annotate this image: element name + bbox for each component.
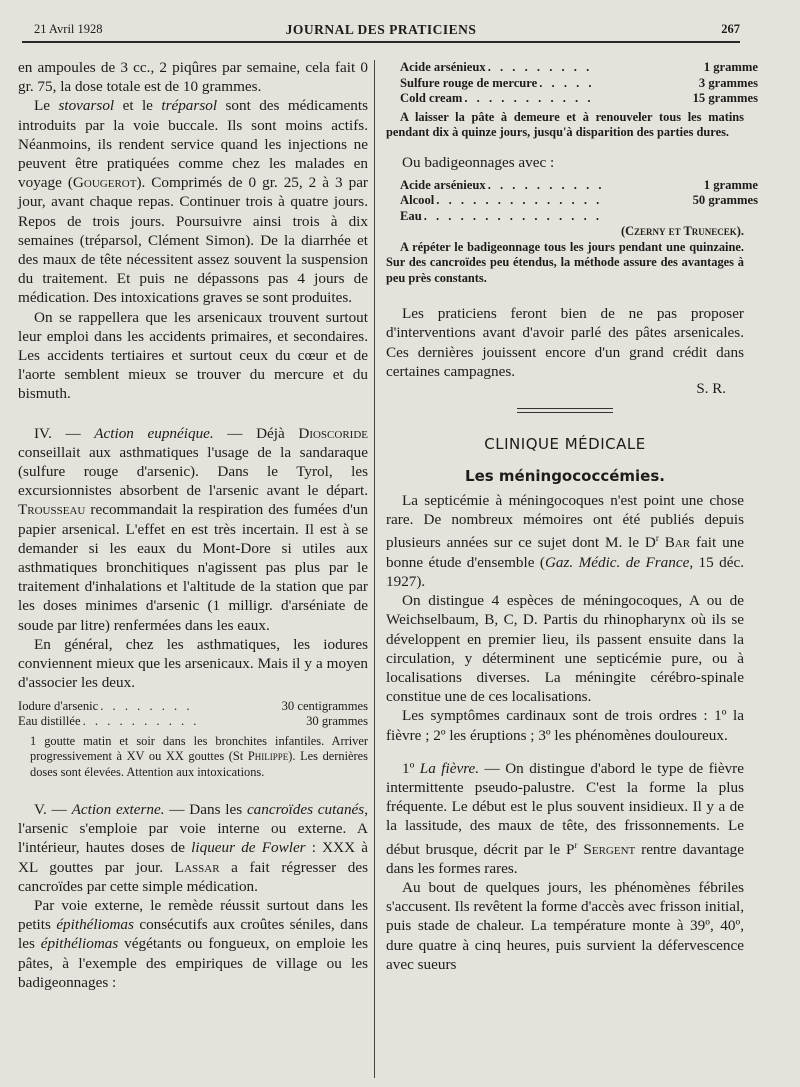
ingredient: Acide arsénieux [400,60,486,74]
leader-dots: . . . . . . . . . . [487,177,605,192]
recipe-row [400,76,758,92]
recipe-pate-note: A laisser la pâte à demeure et à renouveler tous les matins pendant dix à quinze jours, jusqu'à disparition des parties dures. [386,109,744,139]
term-liqueur-fowler: liqueur de Fowler [191,839,306,857]
author-gougerot: Gougerot [72,174,137,192]
paragraph-septicemie [386,491,744,591]
ingredient: Iodure d'arsenic [18,698,99,713]
paragraph-especes: On distingue 4 espèces de méningocoques, A ou de Weichselbaum, B, C, D. Partis du rhinopharynx où ils se développent en premier lieu, ils passent ensuite dans la circulation, y déterminent une septicémie pure, ou à localisations diverses. La méningite cérébro-spinale constitue une de ces localisations. [386,592,744,706]
text: 1 goutte matin et soir dans les bronchites infantiles. Arriver progressivement à XV ou XX gouttes (St [30,733,368,763]
author-sergent: Sergent [577,840,636,858]
section-iv [18,424,368,635]
recipe-source: (Czerny et Trunecek). [620,224,744,239]
paragraph-ampoules: en ampoules de 3 cc., 2 piqûres par semaine, cela fait 0 gr. 75, la dose totale est de 10 grammes. [18,59,368,96]
paragraph-symptomes: Les symptômes cardinaux sont de trois ordres : 1º la fièvre ; 2º les éruptions ; 3º les phénomènes douloureux. [386,707,744,744]
ou-badigeonnages: Ou badigeonnages avec : [402,153,555,171]
ingredient: Cold cream [400,91,463,105]
text: fait une bonne étude d'ensemble ( [386,534,744,571]
article-title: Les méningococcémies. [465,467,665,486]
term-stovarsol: stovarsol [58,97,115,115]
term-treparsol: tréparsol [161,97,218,115]
text: — On distingue d'abord le type de fièvre intermittente pseudo-palustre. C'est la forme la plus fréquente. Le début est le plus souvent insidieux. Il y a de la lassitude, des maux de tête, des frissonnements. Le début brusque, décrit par le P [386,759,744,858]
journal-title: JOURNAL DES PRATICIENS [285,22,477,37]
ingredient: Sulfure rouge de mercure [400,75,538,90]
page-number: 267 [721,22,740,36]
recipe-row [18,699,368,715]
author-bar: Bar [658,534,691,552]
text: — Dans les [164,801,247,818]
section-title: Action eupnéique. [94,424,214,442]
quantity: 50 grammes [692,193,758,208]
recipe-row [400,193,758,209]
recipe-pate [386,60,758,107]
section-number: IV. — [34,424,95,442]
paragraph-voie-externe [18,896,368,992]
section-divider [517,408,613,413]
recipe-badigeonnage-note: A répéter le badigeonnage tous les jours pendant une quinzaine. Sur des cancroïdes peu étendus, la méthode assure des avantages à peu près constants. [386,239,744,285]
paragraph-rappel: On se rappellera que les arsenicaux trouvent surtout leur emploi dans les accidents primaires, et secondaires. Les accidents tertiaires et surtout ceux du cœur et de l'aorte semblent mieux se trouver du mercure et du bismuth. [18,308,368,403]
text: — Déjà [213,424,299,442]
text: recommandait la respiration des fumées d'un papier arsenical. L'effet en est très incertain. Il est à se demander si les eaux du Mont-Dore si utiles aux asthmatiques bronchitiques n'agissent pas plus par le traitement d'inhalations et l'altitude de la station que par les doses minimes d'arsenic (1 milligr. d'arséniate de soude par litre) renfermées dans les eaux. [18,501,368,634]
paragraph-stovarsol [18,96,368,307]
text: , 15 déc. 1927). [386,553,744,590]
header-rule [22,41,740,43]
leader-dots: . . . . . . . . . . [82,714,200,728]
text: ). Les dernières doses sont élevées. Attention aux intoxications. [30,749,369,779]
ingredient: Eau distillée [18,714,81,728]
journal-ref: Gaz. Médic. de France [544,553,690,571]
paragraph-fievre [386,759,744,878]
recipe-iodure [18,699,368,730]
text: et le [114,97,162,115]
recipe-row [400,60,758,76]
author-philippe: Philippe [247,749,289,763]
ingredient: Alcool [400,193,435,208]
signature: S. R. [696,381,726,398]
quantity: 30 centigrammes [281,698,368,713]
leader-dots: . . . . . . . . . . . . . . . [423,208,603,223]
recipe-row [400,209,758,225]
text: conseillait aux asthmatiques l'usage de la sandaraque (sulfure rouge d'arsenic). Dans le Tyrol, les excursionnistes absorbent de l'arsenic avant le départ. [18,443,368,500]
page-header [22,22,740,38]
section-title: La fièvre. [419,759,480,777]
section-heading: CLINIQUE MÉDICALE [484,435,646,454]
paragraph-phenomenes: Au bout de quelques jours, les phénomènes fébriles s'accusent. Ils revêtent la forme d'accès avec frisson initial, puis stade de chaleur. La température monte à 39º, 40º, dure quatre à cinq heures, puis survient la défervescence avec sueurs [386,879,745,973]
column-divider [374,60,375,1078]
author-trousseau: Trousseau [18,501,86,519]
text: Le [34,97,59,115]
leader-dots: . . . . . . . . . [487,60,593,74]
superscript: r [574,839,578,850]
text: sont des médicaments introduits par la voie buccale. Ils sont moins actifs. Néanmoins, ils rendent service quand les injections ne peuvent être pratiquées comme chez les malades en voyage ( [18,97,368,192]
left-column [18,58,368,992]
term-epitheliomas: épithéliomas [56,916,134,934]
text: consécutifs aux croûtes séniles, dans les [18,916,369,953]
section-number: V. — [34,801,72,818]
superscript: r [655,533,659,544]
leader-dots: . . . . . [539,75,595,90]
recipe-row [18,714,368,730]
recipe-row [400,91,758,107]
section-number: 1º [402,759,420,777]
author-lassar: Lassar [174,858,220,876]
text: végétants ou fongueux, on emploie les pâtes, à l'exemple des empiriques de village ou les badigeonnages : [18,935,368,991]
text: , l'arsenic s'emploie par voie interne ou externe. A l'intérieur, hautes doses de [18,801,368,857]
text: rentre davantage dans les formes rares. [386,840,744,877]
paragraph-praticiens: Les praticiens feront bien de ne pas proposer d'interventions avant d'avoir parlé des pâtes arsenicales. Ces dernières jouissent encore d'un grand crédit dans certaines campagnes. [386,305,744,380]
term-epitheliomas: épithéliomas [40,935,119,953]
quantity: 3 grammes [698,75,758,90]
recipe-row [400,178,758,194]
ingredient: Acide arsénieux [400,177,486,192]
leader-dots: . . . . . . . . . . . . . . [436,193,603,208]
author-dioscoride: Dioscoride [298,424,368,442]
quantity: 30 grammes [306,714,368,728]
quantity: 1 gramme [703,60,758,74]
text: a fait régresser des cancroïdes par cette simple médication. [18,858,368,895]
right-column [386,60,758,974]
section-v [18,800,368,896]
term-cancroides: cancroïdes cutanés [246,801,365,818]
leader-dots: . . . . . . . . . . . [464,91,594,105]
text: Par voie externe, le remède réussit surtout dans les petits [18,897,368,934]
quantity: 15 grammes [692,91,758,105]
text: La septicémie à méningocoques n'est point une chose rare. De nombreux mémoires ont été publiés depuis plusieurs années sur ce sujet dont M. le D [386,492,744,552]
recipe-badigeonnage [386,178,758,225]
section-title: Action externe. [71,801,165,818]
leader-dots: . . . . . . . . [100,698,193,713]
text: : XXX à XL gouttes par jour. [18,839,368,876]
paragraph-iodures: En général, chez les asthmatiques, les iodures conviennent mieux que les arsenicaux. Mais il y a moyen d'associer les deux. [18,635,368,692]
ingredient: Eau [400,208,422,223]
quantity: 1 gramme [703,177,758,192]
text: ). Comprimés de 0 gr. 25, 2 à 3 par jour, avant chaque repas. Continuer trois à quatre jours. Repos de trois jours. Poursuivre ainsi trois à dix semaines (tréparsol, Clément Simon). De la diarrhée et des maux de tête nécessitent assez souvent la suspension du traitement. Et puis ne dépassons pas 4 jours de médication. Des intoxications graves se sont produites. [18,174,368,307]
header-date: 21 Avril 1928 [34,22,103,36]
recipe-iodure-note [18,734,368,781]
